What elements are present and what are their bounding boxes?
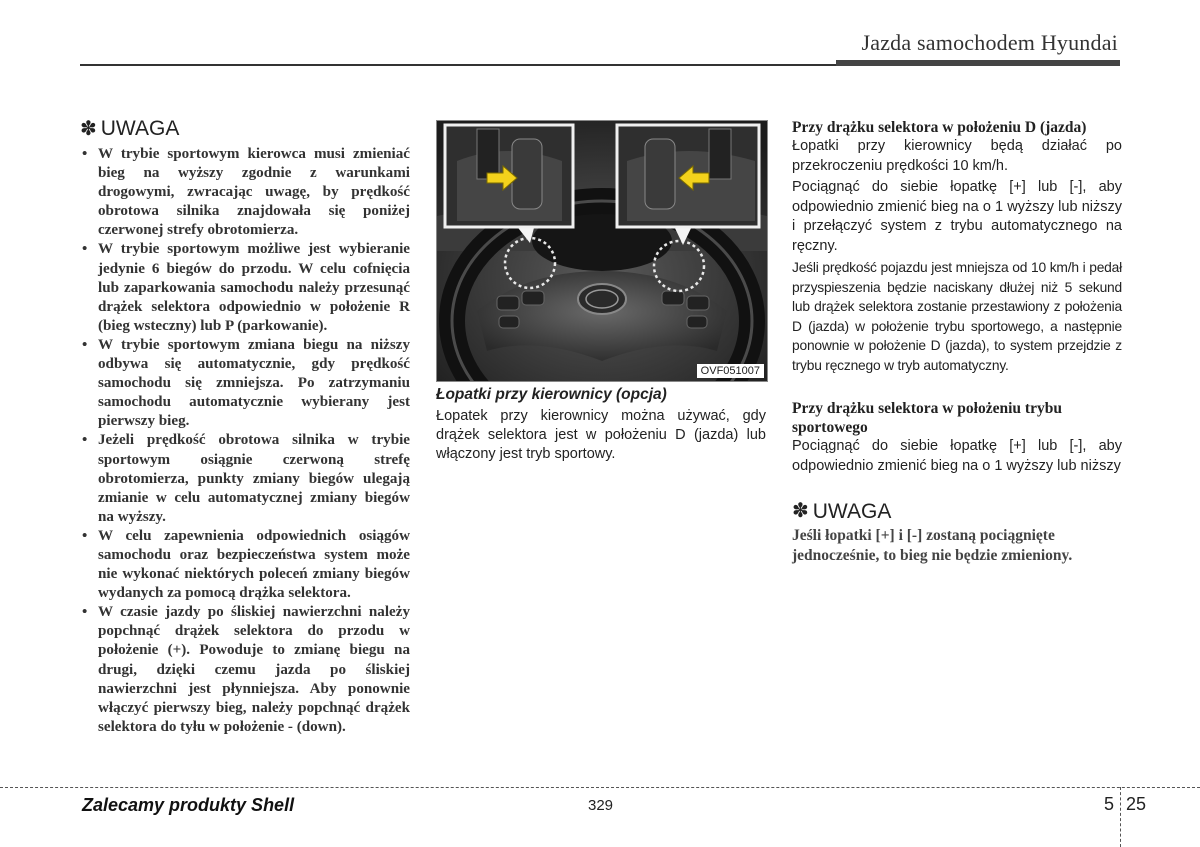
- uwaga-note-text: Jeśli łopatki [+] i [-] zostaną pociągnięte jednocześnie, to bieg nie będzie zmieniony.: [792, 526, 1073, 564]
- steering-wheel-figure: [436, 120, 768, 382]
- uwaga-heading: [80, 116, 410, 141]
- paragraph: Pociągnąć do siebie łopatkę [+] lub [-], aby odpowiednio zmienić bieg na o 1 wyższy lub niższy: [792, 438, 1122, 474]
- section-heading-drive: Przy drążku selektora w położeniu D (jazda): [792, 119, 1087, 136]
- paragraph: Łopatki przy kierownicy będą działać po przekroczeniu prędkości 10 km/h.: [792, 138, 1122, 174]
- uwaga-heading-label: UWAGA: [812, 500, 892, 523]
- header-accent-bar: [836, 60, 1120, 66]
- uwaga-heading-label: UWAGA: [100, 116, 180, 140]
- footer-page-number: 329: [588, 797, 614, 814]
- uwaga-note: [792, 502, 1122, 566]
- figure-caption: Łopatki przy kierownicy (opcja): [436, 386, 667, 403]
- page-header-title: Jazda samochodem Hyundai: [861, 30, 1118, 55]
- uwaga-bullet-list: [80, 145, 410, 737]
- list-item: • W trybie sportowym kierowca musi zmieniać bieg na wyższy zgodnie z warunkami drogowymi, zwracając uwagę, by prędkość obrotowa silnika znajdowała się poniżej czerwonej strefy obrotomierza.: [80, 145, 410, 240]
- uwaga-heading: [792, 502, 1122, 522]
- list-item: • Jeżeli prędkość obrotowa silnika w trybie sportowym osiągnie czerwoną strefę obrotomierza, punkty zmiany biegów ulegają zmianie w celu automatycznej zmiany biegów na wyższy.: [80, 431, 410, 526]
- footer-slogan: Zalecamy produkty Shell: [82, 795, 295, 815]
- list-item: • W celu zapewnienia odpowiednich osiągów samochodu oraz bezpieczeństwa system może nie wykonać niektórych poleceń zmiany biegów wydanych za pomocą drążka selektora.: [80, 527, 410, 603]
- footer-chapter-number: 5: [1104, 794, 1115, 814]
- list-item: • W trybie sportowym zmiana biegu na niższy odbywa się automatycznie, gdy prędkość samochodu się zmniejsza. Po zatrzymaniu samochodu automatycznie wybierany jest pierwszy bieg.: [80, 336, 410, 431]
- section-heading-sport: Przy drążku selektora w położeniu trybu sportowego: [792, 400, 1062, 436]
- footer-vertical-divider: [1120, 787, 1121, 847]
- footer-divider: [0, 787, 1200, 788]
- figure-code: OVF051007: [697, 364, 764, 378]
- left-column: [80, 116, 410, 737]
- footer-section-page: 25: [1126, 794, 1147, 814]
- asterisk-icon: ✽: [792, 500, 809, 522]
- asterisk-icon: ✽: [80, 118, 97, 140]
- right-column: [792, 118, 1122, 566]
- list-item: • W czasie jazdy po śliskiej nawierzchni należy popchnąć drążek selektora do przodu w położenie (+). Powoduje to zmianę biegu na drugi, dzięki czemu jazda po śliskiej nawierzchni jest płynniejsza. Aby ponownie włączyć pierwszy bieg, należy popchnąć drążek selektora do tyłu w położenie - (down).: [80, 603, 410, 737]
- paragraph: Jeśli prędkość pojazdu jest mniejsza od 10 km/h i pedał przyspieszenia będzie naciskany dłużej niż 5 sekund lub drążek selektora zostanie przestawiony z położenia D (jazda) w położenie trybu sportowego, a następnie ponownie w położenie D (jazda), to system przejdzie z trybu ręcznego w tryb automatyczny.: [792, 260, 1122, 373]
- steering-wheel-illustration: [437, 121, 767, 381]
- list-item: • W trybie sportowym możliwe jest wybieranie jedynie 6 biegów do przodu. W celu cofnięcia lub zaparkowania samochodu należy przesunąć drążek selektora odpowiednio w położenie R (bieg wsteczny) lub P (parkowanie).: [80, 240, 410, 335]
- paragraph: Pociągnąć do siebie łopatkę [+] lub [-], aby odpowiednio zmienić bieg na o 1 wyższy lub niższy i przełączyć system z trybu automatycznego na ręczny.: [792, 179, 1122, 254]
- figure-description: Łopatek przy kierownicy można używać, gdy drążek selektora jest w położeniu D (jazda) lub włączony jest tryb sportowy.: [436, 408, 766, 462]
